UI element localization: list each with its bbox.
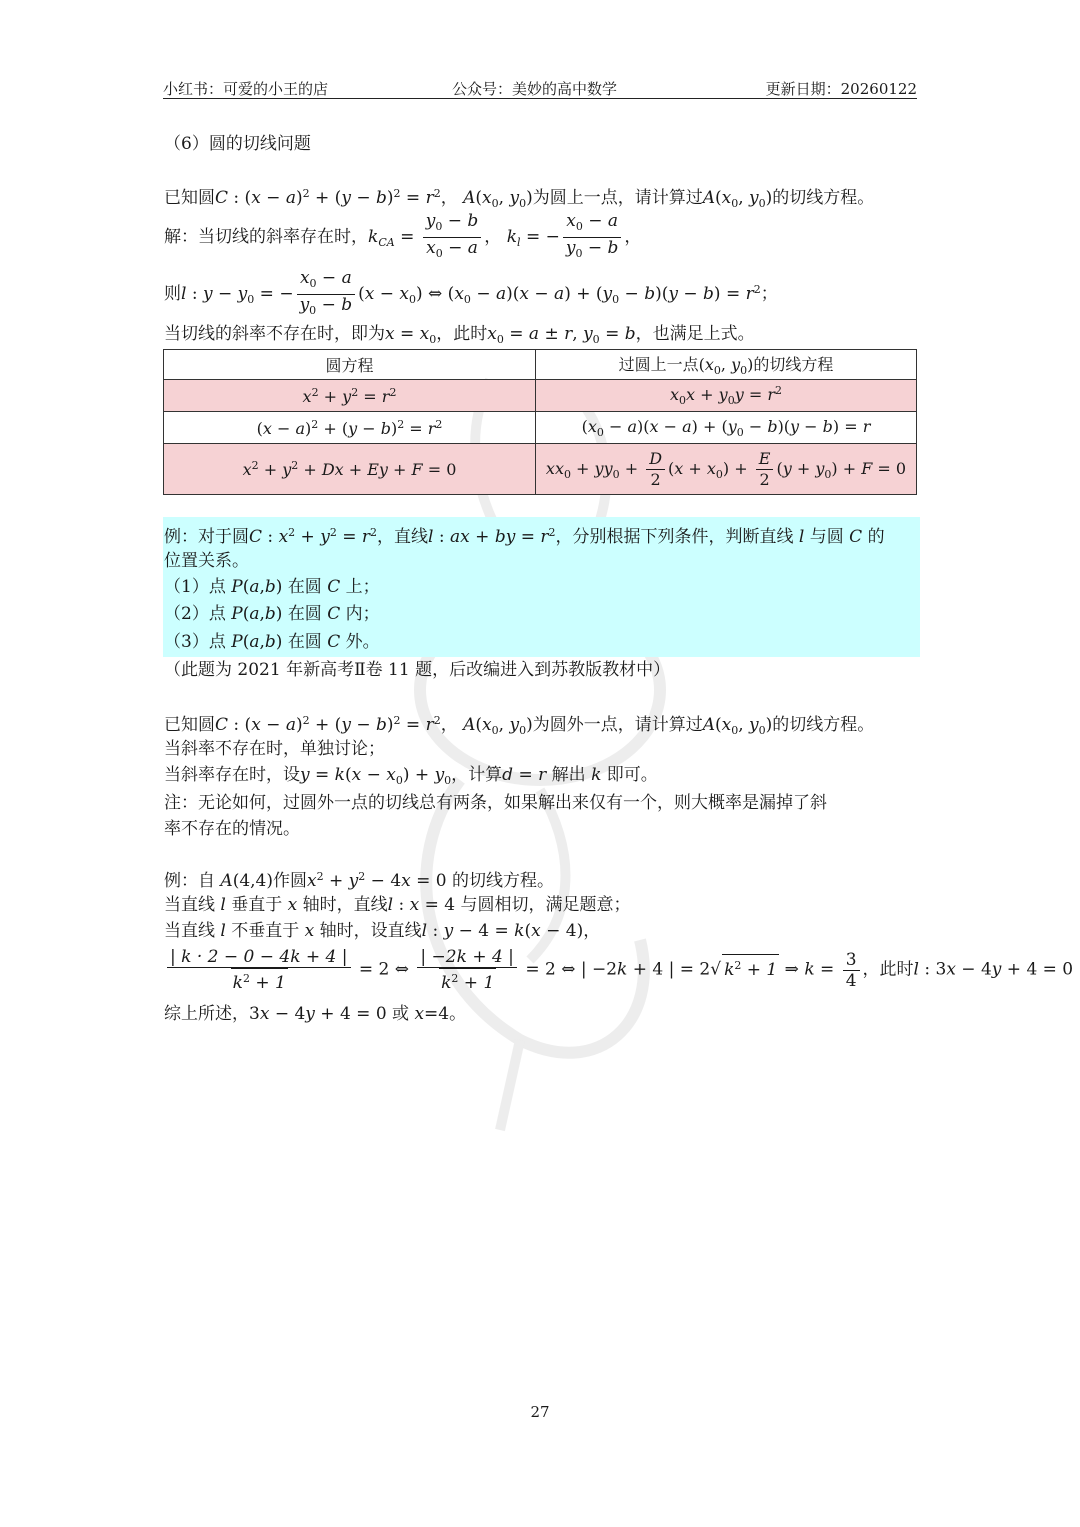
table-cell: $x_0x + y_0y = r^2$ [536,380,917,412]
table-header-circle: 圆方程 [164,350,536,380]
table-row [164,380,917,412]
example1-item1: （1）点 P(a,b) 在圆 C 上； [164,577,380,597]
table-header-tangent: 过圆上一点($x_0$, $y_0$)的切线方程 [536,350,917,380]
table-cell: $xx_0 + yy_0$ + $\frac{D}{2}$ $(x + x_0)$ + $\frac{E}{2}$ $(y + y_0) + F = 0$ [536,444,917,495]
table-row [164,444,917,495]
table-cell: $x^2 + y^2 = r^2$ [164,380,536,412]
table-header-row [164,350,917,380]
paragraph-7: 当斜率存在时，设$y = k(x - x_0) + y_0$，计算d = r 解出 k 即可。 [164,765,658,787]
paragraph-2: 解：当切线的斜率存在时，$k_{CA}$ = $\frac{y_0 - b}{x_0 - a}$ ， $k_l$ = − $\frac{x_0 - a}{y_0 - b}$ ， [164,211,642,260]
example2-line3: 当直线 l 不垂直于 x 轴时，设直线l : y − 4 = k(x − 4)， [164,921,601,941]
paragraph-5: 已知圆C : $(x - a)^2 + (y - b)^2 = r^2$， $A(x_0$, $y_0$)为圆外一点，请计算过$A(x_0$, $y_0$)的切线方程。 [164,714,875,737]
table-cell: $(x_0 - a)(x - a) + (y_0 - b)(y - b) = r$ [536,412,917,444]
paragraph-4: 当切线的斜率不存在时，即为$x = x_0$，此时$x_0 = a \pm r$, $y_0 = b$，也满足上式。 [164,324,755,346]
header-middle: 公众号：美妙的高中数学 [452,80,618,98]
tangent-formula-table [163,349,917,495]
example1-item3: （3）点 P(a,b) 在圆 C 外。 [164,632,380,652]
paragraph-3: 则l : $y - y_0$ = − $\frac{x_0 - a}{y_0 - b}$ $(x - x_0)$ ⇔ $(x_0 - a)(x - a) + (y_0 - b)(y - b) = r^2$； [164,268,778,317]
example2-conclusion: 综上所述，3x − 4y + 4 = 0 或 x=4。 [164,1004,467,1024]
example2-line2: 当直线 l 垂直于 x 轴时，直线l : x = 4 与圆相切，满足题意； [164,895,631,915]
example1-source-note: （此题为 2021 年新高考Ⅱ卷 11 题，后改编进入到苏教版教材中） [164,660,671,680]
page-number: 27 [530,1403,550,1421]
page-header [163,76,917,99]
example2-line1: 例：自 A(4,4)作圆$x^2 + y^2 - 4x = 0$ 的切线方程。 [164,870,555,891]
paragraph-1: 已知圆C : $(x - a)^2 + (y - b)^2 = r^2$， $A(x_0$, $y_0$)为圆上一点，请计算过$A(x_0$, $y_0$)的切线方程。 [164,187,875,210]
example1-line2: 位置关系。 [164,551,249,571]
example1-item2: （2）点 P(a,b) 在圆 C 内； [164,604,380,624]
header-right: 更新日期：20260122 [765,80,917,98]
header-left: 小红书：可爱的小王的店 [163,80,329,98]
example2-line4: $\frac{| k \cdot 2 - 0 - 4k + 4 |}{k^2 + 1}$ = 2 ⇔ $\frac{| -2k + 4 |}{k^2 + 1}$ = 2 ⇔ | −2k + 4 | = 2√ $k^2 + 1$ ⇒ k = $\frac{3}{4}$ ，此时l : 3x − 4y + 4 = 0 [164,947,1073,993]
table-row [164,412,917,444]
section-title: （6）圆的切线问题 [164,134,311,154]
paragraph-6: 当斜率不存在时，单独讨论； [164,739,385,759]
table-cell: $x^2 + y^2 + Dx + Ey + F = 0$ [164,444,536,495]
paragraph-8-line2: 率不存在的情况。 [164,819,300,839]
table-cell: $(x - a)^2 + (y - b)^2 = r^2$ [164,412,536,444]
paragraph-8-line1: 注：无论如何，过圆外一点的切线总有两条，如果解出来仅有一个，则大概率是漏掉了斜 [164,793,827,813]
example1-line1: 例：对于圆C : $x^2 + y^2 = r^2$，直线l : ax + by = $r^2$，分别根据下列条件，判断直线 l 与圆 C 的 [164,526,885,547]
